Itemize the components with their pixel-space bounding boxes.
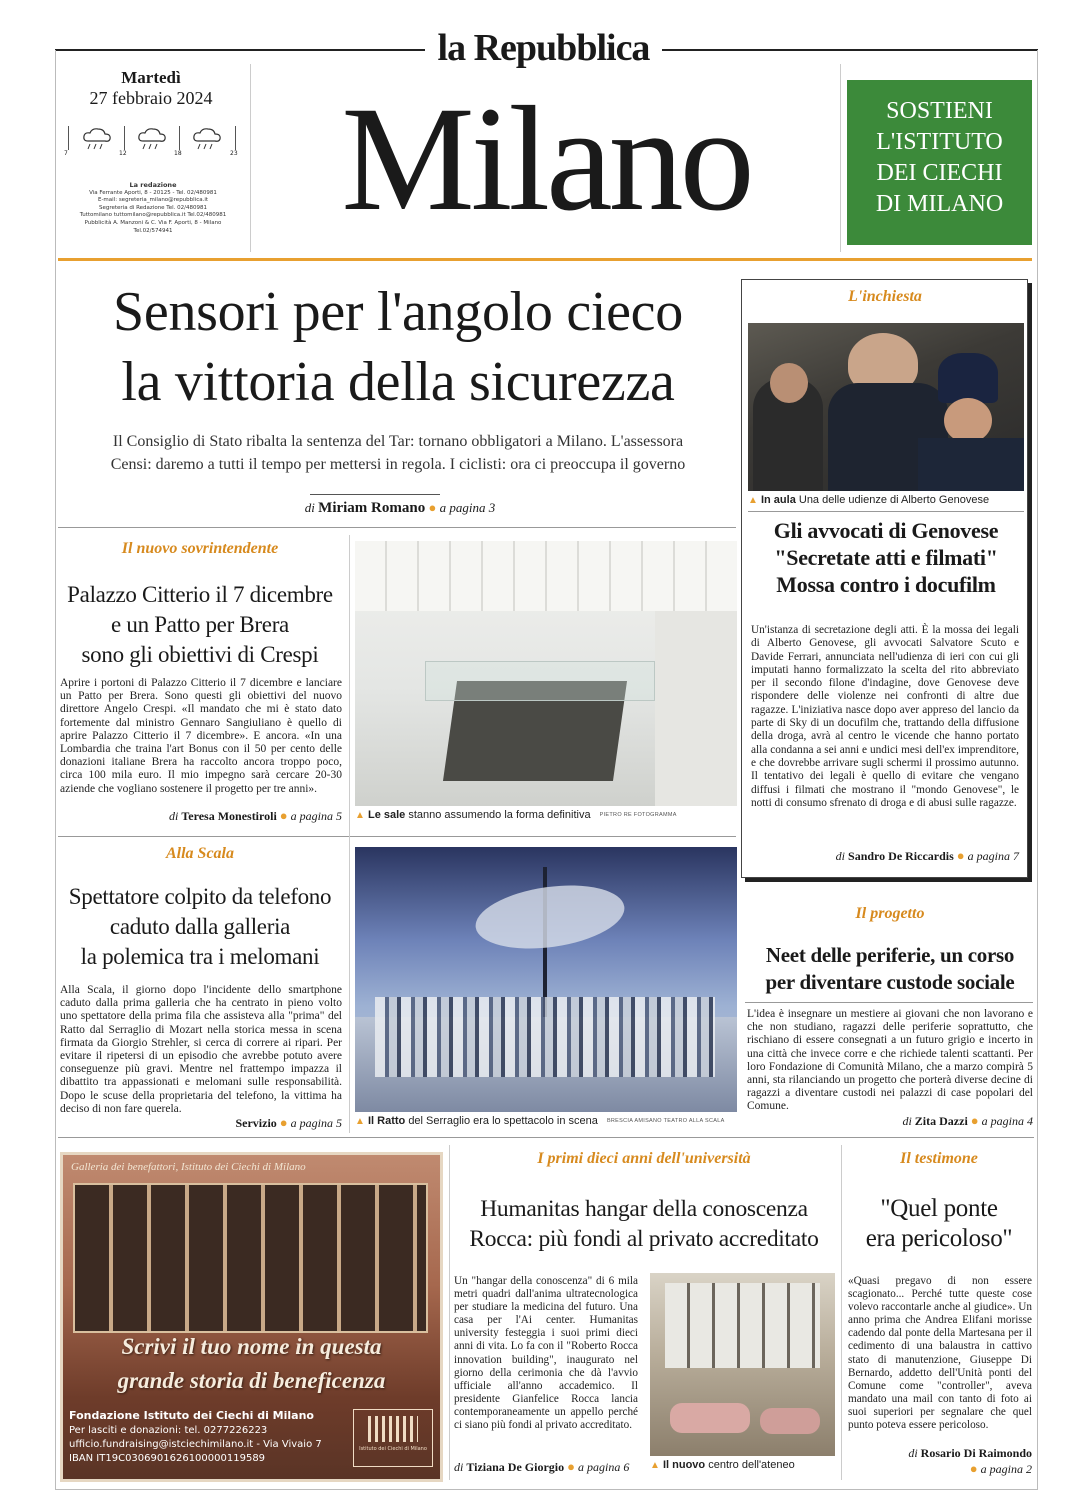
promo-line: L'ISTITUTO [876, 129, 1003, 155]
scala-body: Alla Scala, il giorno dopo l'incidente dello smartphone caduto dalla prima galleria che ha centrato in pieno volto uno spettatore della prima fila che assisteva alla "prima" del Ratto dal Serraglio di Mozart nella storica messa in scena firmata da Giorgio Strehler, si cerca di correre ai ripari. Per evitare il ripetersi di un episodio che avrebbe potuto avere conseguenze più gravi. Mentre nel frattempo impazza il dibattito tra appassionati e melomani sulle responsabilità. Dopo le scuse della proprietaria del telefono, la vittima ha deciso di non fare querela. [60, 984, 342, 1115]
ad-banner[interactable] [60, 1152, 443, 1482]
lead-summary [60, 430, 736, 476]
photo-figure [770, 363, 808, 403]
byline-author[interactable]: Tiziana De Giorgio [466, 1460, 565, 1474]
photo-window [665, 1283, 820, 1368]
caption-bold: Il nuovo [662, 1459, 706, 1471]
byline-page[interactable]: a pagina 5 [290, 1116, 342, 1130]
byline-author[interactable]: Zita Dazzi [914, 1114, 968, 1128]
frame-right [1037, 50, 1038, 1490]
scala-kicker: Alla Scala [165, 845, 234, 862]
lead-summary-line1: Il Consiglio di Stato ribalta la sentenza del Tar: tornano obbligatori a Milano. L'assessora [112, 433, 684, 450]
col-divider [449, 1145, 450, 1480]
redazione-block [64, 182, 242, 235]
photo-credit: BRESCIA AMISANO TEATRO ALLA SCALA [606, 1118, 725, 1125]
masthead-divider-left [250, 64, 251, 252]
promo-line: DI MILANO [875, 191, 1004, 217]
weather-temp: 23 [230, 150, 238, 157]
testimone-body: «Quasi pregavo di non essere scagionato... Perché tutte queste cose volevo raccontarle anche al giudice». Un anno prima che Andrea Elifani morisse cadendo dal ponte della Martesana per il cedimento di una balaustra in cattivo stato di manutenzione, Giuseppe Di Bernardo, addetto dell'Unità ponti del Comune come "controller", aveva mandato una mail con tanto di foto ai suoi superiori per segnalare che quel punto poteva essere pericoloso. [848, 1275, 1032, 1432]
caption-bold: Le sale [367, 809, 406, 821]
humanitas-photo[interactable] [650, 1273, 835, 1456]
testimone-headline-line: "Quel ponte [880, 1195, 998, 1222]
photo-glass [425, 661, 655, 701]
inchiesta-caption [748, 494, 1024, 506]
masthead-brand[interactable]: la Repubblica [437, 27, 650, 69]
redazione-line: Via Ferrante Aporti, 8 - 20125 - Tel. 02/480981 [89, 189, 217, 196]
photo-credit: PIETRO RE FOTOGRAMMA [599, 812, 677, 819]
humanitas-headline[interactable] [452, 1194, 836, 1254]
scala-photo[interactable] [355, 847, 737, 1112]
progetto-body: L'idea è insegnare un mestiere ai giovani che non lavorano e che non studiano, ragazzi delle periferie soprattutto, che rischiano di essere consegnati a un futuro grigio e incerto in una città che invece corre e che richiede talenti scattanti. Per loro Fondazione di Comunità Milano, che a marzo compirà 5 anni, sta rilanciando un progetto che porterà diverse decine di ragazzi a diventare custodi nei palazzi di case popolari del Comune. [747, 1008, 1033, 1113]
page-bottom-rule [55, 1489, 1038, 1490]
byline-by: di [908, 1446, 918, 1460]
testimone-headline[interactable] [846, 1194, 1032, 1254]
photo-sofa [670, 1403, 750, 1433]
byline-page[interactable]: a pagina 3 [439, 500, 496, 515]
masthead-divider-right [840, 64, 841, 252]
byline-author[interactable]: Sandro De Riccardis [848, 849, 954, 863]
rain-cloud-icon [190, 126, 224, 152]
inchiesta-headline-line: Mossa contro i docufilm [776, 572, 996, 597]
ad-portraits [73, 1183, 428, 1333]
scala-headline-line: caduto dalla galleria [109, 914, 291, 939]
triangle-up-icon: ▲ [748, 495, 758, 506]
byline-by: di [304, 500, 315, 515]
date-weekday: Martedì [121, 68, 181, 87]
weather-strip [64, 122, 242, 162]
brera-headline-line: sono gli obiettivi di Crespi [81, 642, 319, 667]
brera-headline[interactable] [60, 580, 340, 670]
lead-summary-line2: Censi: daremo a tutti il tempo per mettersi in regola. I ciclisti: ora ci preoccupa il governo [110, 456, 686, 473]
ad-phone: Per lasciti e donazioni: tel. 0277226223 [69, 1425, 268, 1436]
lead-bottom-rule [58, 527, 736, 528]
byline-by: di [835, 849, 846, 863]
byline-by: di [902, 1114, 912, 1128]
humanitas-headline-line: Humanitas hangar della conoscenza [480, 1196, 808, 1222]
inchiesta-headline-line: Gli avvocati di Genovese [773, 518, 999, 543]
bullet-dot-icon: ● [567, 1459, 575, 1474]
byline-page[interactable]: a pagina 6 [577, 1460, 630, 1474]
caption-text: centro dell'ateneo [708, 1459, 795, 1471]
weather-tick [179, 126, 180, 150]
byline-by: di [169, 809, 179, 823]
weather-tick [68, 126, 69, 150]
lead-byline [230, 500, 570, 517]
scala-caption [355, 1115, 737, 1127]
masthead-city[interactable]: Milano [341, 76, 751, 242]
lead-byline-rule [310, 494, 440, 495]
brera-caption [355, 809, 737, 821]
lead-headline-line1: Sensori per l'angolo cieco [113, 281, 683, 343]
inchiesta-headline-line: "Secretate atti e filmati" [774, 545, 998, 570]
humanitas-caption [650, 1459, 835, 1471]
ad-iban: IBAN IT19C0306901626100000119589 [69, 1453, 266, 1464]
photo-wall [655, 611, 737, 806]
brera-body: Aprire i portoni di Palazzo Citterio il 7 dicembre e lanciare un Patto per Brera. Sono questi gli obiettivi del nuovo direttore Angelo Crespi. «Il mandato che mi è stato dato fortemente dal ministro Gennaro Sangiuliano è quello di aprire Palazzo Citterio il 7 dicembre». E ancora. «In una Lombardia che traina l'art Bonus con il 50 per cento delle donazioni italiane Brera ha raccolto ancora troppo poco, circa 100 mila euro. Il mio impegno sarà cercare 20-30 aziende che vogliano sostenere il progetto per tre anni». [60, 677, 342, 795]
ad-logo-text: Istituto dei Ciechi di Milano [359, 1446, 427, 1452]
byline-page[interactable]: a pagina 4 [981, 1114, 1033, 1128]
promo-box[interactable] [847, 80, 1032, 245]
scala-headline-line: la polemica tra i melomani [80, 944, 320, 969]
brera-byline [60, 808, 342, 824]
progetto-kicker: Il progetto [855, 905, 925, 922]
testimone-headline-line: era pericoloso" [865, 1225, 1013, 1252]
lead-headline-line2: la vittoria della sicurezza [121, 351, 675, 413]
bullet-dot-icon: ● [969, 1461, 978, 1476]
masthead-rule-right [662, 49, 1038, 51]
masthead-orange-rule [58, 258, 1032, 261]
photo-ceiling [355, 541, 737, 611]
inchiesta-byline [751, 848, 1019, 864]
inchiesta-rule [748, 511, 1024, 512]
byline-author[interactable]: Miriam Romano [318, 500, 426, 516]
weather-temp: 12 [119, 150, 127, 157]
triangle-up-icon: ▲ [355, 810, 365, 821]
photo-sail [472, 877, 629, 957]
redazione-line: Segreteria di Redazione Tel. 02/480981 [98, 204, 207, 211]
caption-text: stanno assumendo la forma definitiva [408, 809, 591, 821]
triangle-up-icon: ▲ [650, 1460, 660, 1471]
section-rule [58, 1137, 1034, 1138]
byline-author[interactable]: Rosario Di Raimondo [920, 1446, 1032, 1460]
brera-photo[interactable] [355, 541, 737, 806]
photo-figure [938, 353, 998, 403]
weather-tick [235, 126, 236, 150]
humanitas-byline [454, 1459, 638, 1475]
photo-figure [944, 398, 992, 443]
weather-temp: 7 [64, 150, 68, 157]
triangle-up-icon: ▲ [355, 1116, 365, 1127]
redazione-line: Tel.02/574941 [133, 227, 173, 234]
ad-logo [353, 1409, 433, 1467]
lead-headline[interactable] [60, 277, 736, 417]
inchiesta-kicker: L'inchiesta [848, 288, 922, 305]
redazione-line: Tuttomilano tuttomilano@repubblica.it Tel.02/480981 [79, 212, 227, 219]
humanitas-headline-line: Rocca: più fondi al privato accreditato [469, 1226, 819, 1252]
rain-cloud-icon [135, 126, 169, 152]
ad-org: Fondazione Istituto dei Ciechi di Milano [69, 1409, 314, 1422]
ad-email[interactable]: ufficio.fundraising@istciechimilano.it - Via Vivaio 7 [69, 1439, 322, 1450]
caption-bold: In aula [760, 494, 796, 506]
bullet-dot-icon: ● [970, 1113, 979, 1128]
progetto-headline-line: per diventare custode sociale [765, 970, 1015, 994]
col-divider [841, 1145, 842, 1480]
promo-line: SOSTIENI [886, 98, 993, 124]
rain-cloud-icon [80, 126, 114, 152]
brera-bottom-rule [58, 836, 736, 837]
ad-header: Galleria dei benefattori, Istituto dei Ciechi di Milano [71, 1161, 306, 1173]
redazione-line: Pubblicità A. Manzoni & C. Via F. Aporti, 8 - Milano [84, 219, 222, 226]
weather-temp: 18 [174, 150, 182, 157]
date-full: 27 febbraio 2024 [89, 88, 213, 108]
testimone-byline [848, 1446, 1032, 1477]
byline-page[interactable]: a pagina 5 [290, 809, 342, 823]
brera-headline-line: Palazzo Citterio il 7 dicembre [67, 582, 333, 607]
masthead-rule-left [55, 49, 425, 51]
humanitas-body: Un "hangar della conoscenza" di 6 mila metri quadri dall'anima ultratecnologica per studiare la medicina del futuro. Una casa per l'Ai center. Humanitas university festeggia i suoi primi dieci anni di vita. Lo fa con il "Roberto Rocca innovation building", inaugurato nel giorno della cerimonia che dà l'avvio ufficiale all'anno accademico. Il presidente Gianfelice Rocca lancia contemporaneamente un appello perché ci siano più fondi al privato accreditato. [454, 1275, 638, 1432]
caption-text: del Serraglio era lo spettacolo in scena [408, 1115, 598, 1127]
scala-byline [60, 1115, 342, 1131]
caption-text: Una delle udienze di Alberto Genovese [798, 494, 990, 506]
byline-page[interactable]: a pagina 2 [980, 1462, 1032, 1476]
redazione-title: La redazione [129, 181, 177, 189]
humanitas-kicker: I primi dieci anni dell'università [537, 1150, 751, 1167]
progetto-rule [745, 1002, 1033, 1003]
bullet-dot-icon: ● [428, 500, 437, 515]
weather-tick [124, 126, 125, 150]
bullet-dot-icon: ● [279, 808, 288, 823]
photo-figure [918, 438, 1024, 491]
inchiesta-headline[interactable] [748, 517, 1024, 598]
photo-crowd [375, 997, 715, 1077]
testimone-kicker: Il testimone [900, 1150, 978, 1167]
byline-author[interactable]: Teresa Monestiroli [181, 809, 277, 823]
progetto-headline-line: Neet delle periferie, un corso [765, 943, 1015, 967]
byline-page[interactable]: a pagina 7 [967, 849, 1019, 863]
frame-left [55, 50, 56, 1490]
brera-headline-line: e un Patto per Brera [111, 612, 289, 637]
col-divider [349, 535, 350, 1133]
scala-headline[interactable] [60, 882, 340, 972]
bullet-dot-icon: ● [956, 848, 965, 863]
photo-sofa [760, 1408, 820, 1434]
progetto-headline[interactable] [745, 942, 1035, 996]
scala-headline-line: Spettatore colpito da telefono [68, 884, 332, 909]
byline-author[interactable]: Servizio [235, 1116, 277, 1130]
building-icon [368, 1416, 418, 1442]
caption-bold: Il Ratto [367, 1115, 406, 1127]
inchiesta-photo[interactable] [748, 323, 1024, 491]
ad-slogan [63, 1330, 440, 1398]
progetto-byline [747, 1113, 1033, 1129]
ad-slogan-line: grande storia di beneficenza [117, 1368, 386, 1393]
bullet-dot-icon: ● [279, 1115, 288, 1130]
inchiesta-body: Un'istanza di secretazione degli atti. È la mossa dei legali di Alberto Genovese, gli avvocati Salvatore Scuto e Davide Ferrari, annunciata nell'udienza di ieri con cui gli imputati hanno formalizzato la scelta del rito abbreviato per il secondo filone d'indagine, dove Genovese deve rispondere delle violenze nei confronti di altre due ragazze. L'iniziativa nasce dopo aver appreso del lancio da parte di Sky di un docufilm che, trattando della diffusione della droga, avrà al centro le vicende che hanno portato alla condanna a sei anni e undici mesi dell'ex imprenditore, e che dovrebbe arrivare sugli schermi il prossimo autunno. Il tentativo dei legali è quello di evitare che vengano diffusi i filmati che mostrano il "mondo Genovese", le notti di consumo sfrenato di droga e di abusi sulle ragazze. [751, 624, 1019, 809]
redazione-line: E-mail: segreteria_milano@repubblica.it [97, 197, 209, 204]
byline-by: di [454, 1460, 464, 1474]
brera-kicker: Il nuovo sovrintendente [121, 540, 279, 557]
promo-line: DEI CIECHI [876, 160, 1003, 186]
ad-slogan-line: Scrivi il tuo nome in questa [121, 1334, 382, 1359]
